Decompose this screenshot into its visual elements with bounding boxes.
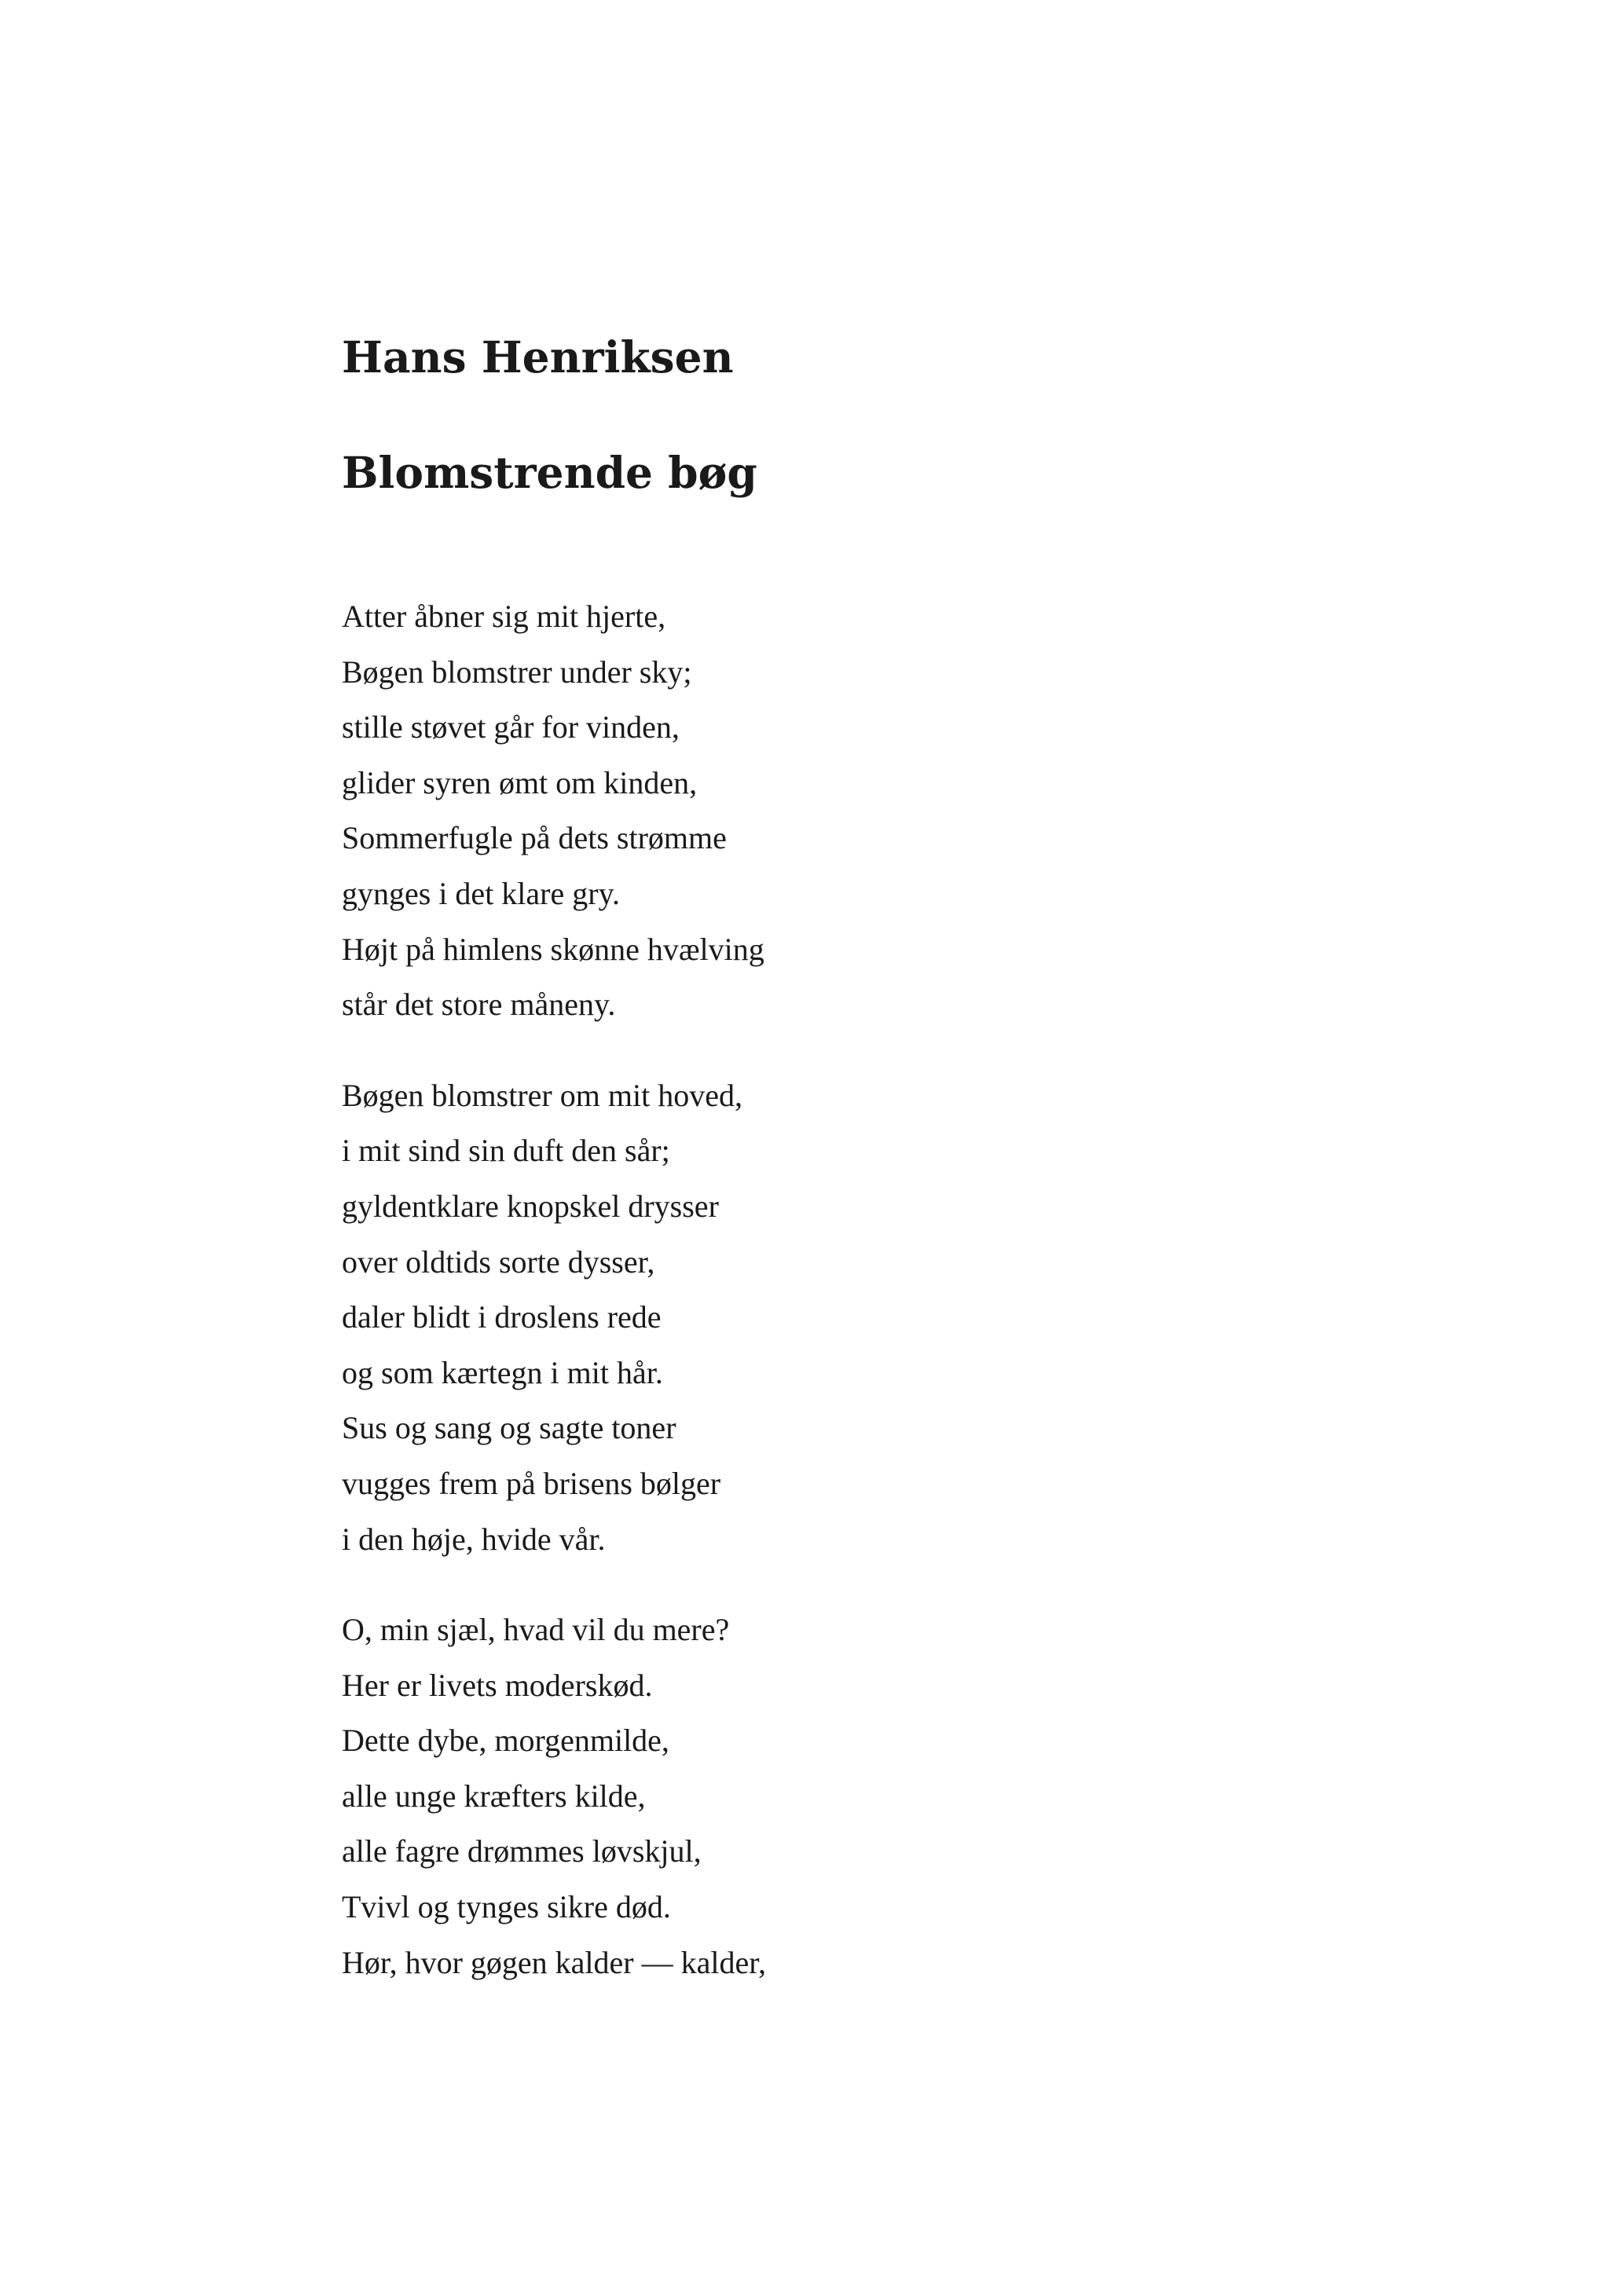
poem-line: i mit sind sin duft den sår; bbox=[342, 1133, 670, 1169]
stanza-3 bbox=[342, 1602, 1363, 1990]
stanza-2 bbox=[342, 1068, 1363, 1567]
poem-line: daler blidt i droslens rede bbox=[342, 1299, 662, 1335]
poem-line: Bøgen blomstrer under sky; bbox=[342, 654, 692, 690]
stanza-1 bbox=[342, 589, 1363, 1033]
poem-line: står det store måneny. bbox=[342, 987, 616, 1023]
poem-line: Sus og sang og sagte toner bbox=[342, 1410, 676, 1446]
poem-line: gynges i det klare gry. bbox=[342, 875, 620, 911]
poem-line: Her er livets moderskød. bbox=[342, 1667, 653, 1703]
poem-line: gyldentklare knopskel drysser bbox=[342, 1188, 719, 1224]
poem-line: Sommerfugle på dets strømme bbox=[342, 820, 727, 856]
poem-line: alle fagre drømmes løvskjul, bbox=[342, 1833, 702, 1869]
poem-line: alle unge kræfters kilde, bbox=[342, 1778, 646, 1814]
poem-content bbox=[342, 314, 1363, 2026]
poem-line: Højt på himlens skønne hvælving bbox=[342, 931, 764, 967]
poem-line: Dette dybe, morgenmilde, bbox=[342, 1723, 669, 1759]
poem-line: og som kærtegn i mit hår. bbox=[342, 1354, 663, 1390]
poem-line: Tvivl og tynges sikre død. bbox=[342, 1889, 671, 1925]
poem-line: stille støvet går for vinden, bbox=[342, 709, 680, 745]
poem-line: Atter åbner sig mit hjerte, bbox=[342, 599, 666, 634]
poem-line: vugges frem på brisens bølger bbox=[342, 1465, 721, 1501]
poem-line: i den høje, hvide vår. bbox=[342, 1521, 606, 1557]
author-name: Hans Henriksen bbox=[342, 331, 734, 383]
poem-line: Hør, hvor gøgen kalder — kalder, bbox=[342, 1944, 766, 1980]
poem-line: glider syren ømt om kinden, bbox=[342, 764, 698, 800]
poem-body bbox=[342, 589, 1363, 1990]
poem-title: Blomstrende bøg bbox=[342, 447, 757, 498]
poem-line: over oldtids sorte dysser, bbox=[342, 1243, 655, 1280]
poem-line: Bøgen blomstrer om mit hoved, bbox=[342, 1077, 742, 1113]
poem-line: O, min sjæl, hvad vil du mere? bbox=[342, 1612, 730, 1648]
